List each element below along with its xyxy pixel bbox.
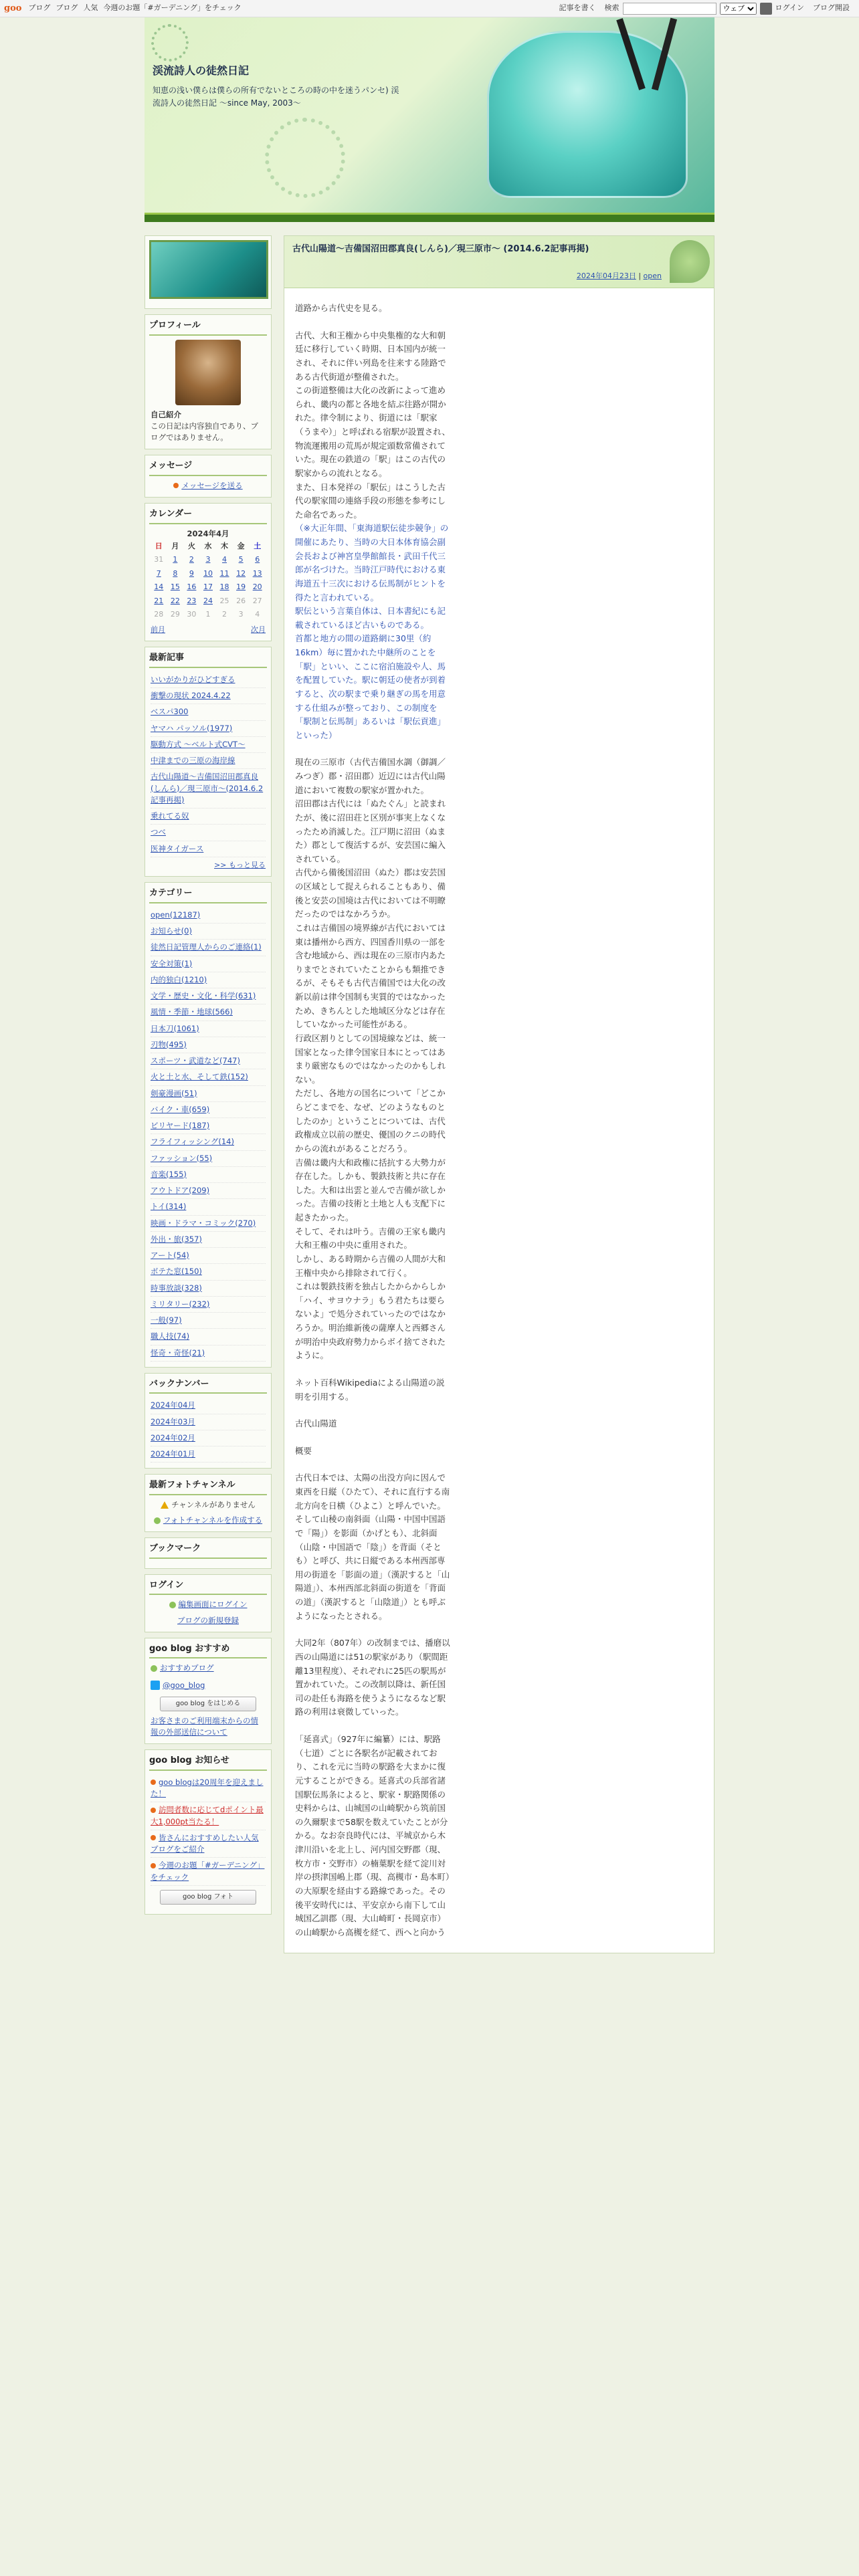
recent-more-link[interactable]: >> もっと見る bbox=[214, 860, 266, 869]
privacy-link[interactable]: お客さまのご利用端末からの情報の外部送信について bbox=[151, 1715, 258, 1737]
calendar-day[interactable]: 20 bbox=[252, 582, 262, 592]
entry-paragraph: 古代、大和王権から中央集権的な大和朝廷に移行していく時期、日本国内が統一され、それに伴い列島を往来する陸路である古代街道が整備された。 この街道整備は大化の改新によって進められ、畿内の都と各地を結ぶ往路が開かれた。律令制により、街道には「駅家（うまや）」と呼ばれる宿駅が設置され、物流運搬用の荒馬が規定頭数常備されていた。現在の鉄道の「駅」はこの古代の駅家からの流れとなる。 また、日本発祥の「駅伝」はこうした古代の駅家間の連絡手段の形態を参考にした命名であった。 bbox=[295, 330, 451, 520]
calendar-day: 30 bbox=[187, 610, 197, 619]
calendar-day[interactable]: 10 bbox=[203, 568, 213, 578]
entry-paragraph: 大同2年（807年）の改制までは、播磨以西の山陽道には51の駅家があり（駅間距離13里程度）、それぞれに25匹の駅馬が置かれていた。この改制以降は、新任国司の赴任も海路を使うようになるなど駅路の利用は衰微していった。 bbox=[295, 1638, 450, 1717]
entry-paragraph-note: （※大正年間、「東海道駅伝徒歩競争」の開催にあたり、当時の大日本体育協会副会長および神宮皇學館館長・武田千代三郎が名づけた。当時江戸時代における東海道五十三次における伝馬制がヒントを得たと言われている。 駅伝という言葉自体は、日本書紀にも記載されているほど古いものである。 首都と地方の間の道路網に30里（約16km）毎に置かれた中継所のことを「駅」といい、ここに宿泊施設や人、馬を配置していた。駅に朝廷の使者が到着すると、次の駅まで乗り継ぎの馬を用意する仕組みが整っており、この制度を「駅制と伝馬制」あるいは「駅伝貢進」といった） bbox=[295, 523, 449, 740]
calendar-box bbox=[145, 503, 272, 641]
calendar-day[interactable]: 14 bbox=[154, 582, 164, 592]
calendar-day[interactable]: 7 bbox=[156, 568, 161, 578]
header-band bbox=[145, 213, 714, 222]
entry-paragraph: 古代日本では、太陽の出没方向に因んで東西を日縦（ひたて）、それに直行する南北方向を日横（ひよこ）と呼んでいた。そして山稜の南斜面（山陽・中国中国語で「陽」）を影面（かげとも）、北斜面（山陰・中国語で「陰」）を背面（そとも）と呼び、共に日縦である本州西部専用の街道を「影面の道」（漢訳すると「山陽道」）、本州西部北斜面の街道を「背面の道」（漢訳すると「山陰道」）とも呼ぶようになったとされる。 bbox=[295, 1473, 450, 1621]
backnumber-heading: バックナンバー bbox=[149, 1378, 267, 1394]
login-heading: ログイン bbox=[149, 1579, 267, 1596]
sidebar-banner bbox=[145, 235, 272, 309]
calendar-day[interactable]: 18 bbox=[219, 582, 229, 592]
calendar-day[interactable]: 8 bbox=[173, 568, 178, 578]
start-blog-button[interactable]: goo blog をはじめる bbox=[160, 1697, 256, 1711]
write-link[interactable]: 記事を書く bbox=[559, 3, 596, 13]
list-item[interactable]: 皆さんにおすすめしたい人気ブログをご紹介 bbox=[151, 1830, 266, 1858]
twitter-icon bbox=[151, 1681, 160, 1690]
list-item[interactable]: 訪問者数に応じてdポイント最大1,000pt当たる！ bbox=[151, 1802, 266, 1830]
category-item[interactable]: トイ(314) bbox=[151, 1199, 266, 1215]
weekday: 月 bbox=[171, 541, 179, 550]
list-item[interactable]: goo blogは20周年を迎えました！ bbox=[151, 1775, 266, 1803]
entry-header bbox=[284, 236, 714, 288]
calendar-day[interactable]: 1 bbox=[173, 555, 178, 564]
calendar-day[interactable]: 6 bbox=[255, 555, 260, 564]
calendar-day[interactable]: 4 bbox=[222, 555, 227, 564]
category-item[interactable]: お知らせ(0) bbox=[151, 924, 266, 940]
calendar-prev[interactable]: 前月 bbox=[151, 625, 165, 634]
category-item[interactable]: open(12187) bbox=[151, 907, 266, 924]
list-item[interactable]: 今週のお題「#ガーデニング」をチェック bbox=[151, 1858, 266, 1886]
entry-subheading: 概要 bbox=[295, 1445, 312, 1456]
blog-title[interactable]: 渓流詩人の徒然日記 bbox=[153, 64, 250, 77]
calendar-day: 27 bbox=[252, 596, 262, 605]
news-heading: goo blog お知らせ bbox=[149, 1754, 267, 1771]
category-item[interactable]: 一般(97) bbox=[151, 1313, 266, 1329]
category-item[interactable]: 刃物(495) bbox=[151, 1037, 266, 1053]
list-item[interactable]: 古代山陽道～吉備国沼田郡真良(しんら)／現三原市～(2014.6.2記事再掲) bbox=[151, 769, 266, 809]
category-item[interactable]: 外出・旅(357) bbox=[151, 1232, 266, 1248]
calendar-day: 29 bbox=[170, 610, 180, 619]
calendar-day[interactable]: 9 bbox=[189, 568, 194, 578]
calendar-day[interactable]: 12 bbox=[236, 568, 246, 578]
category-item[interactable]: アウトドア(209) bbox=[151, 1183, 266, 1199]
calendar-day[interactable]: 22 bbox=[170, 596, 180, 605]
login-link[interactable]: ログイン bbox=[775, 3, 804, 13]
category-item[interactable]: ビリヤード(187) bbox=[151, 1118, 266, 1134]
topbar-link-popular[interactable]: 人気 bbox=[83, 3, 98, 13]
flower-ornament-icon bbox=[265, 118, 345, 198]
category-item[interactable]: 安全対策(1) bbox=[151, 956, 266, 972]
list-item[interactable]: 2024年04月 bbox=[151, 1398, 266, 1414]
news-box bbox=[145, 1749, 272, 1915]
category-item[interactable]: 映画・ドラマ・コミック(270) bbox=[151, 1216, 266, 1232]
message-link[interactable]: メッセージを送る bbox=[181, 480, 243, 490]
category-item[interactable]: 怪奇・奇怪(21) bbox=[151, 1346, 266, 1362]
entry-paragraph: 現在の三原市（古代吉備国水調（御調／みつぎ）郡・沼田郡）近辺には古代山陽道において複数の駅家が置かれた。 沼田郡は古代には「ぬたぐん」と読まれたが、後に沼田荘と区別が事実上なくなったため消滅した。江戸期に沼田（ぬまた）郡として復活するが、安芸国に編入されている。 古代から備後国沼田（ぬた）郡は安芸国の区域として捉えられることもあり、備後と安芸の国境は古代においては不明瞭だったのではなかろうか。 これは吉備国の境界線が古代においては東は播州から西方、四国香川県の一部を含む地域から、西は現在の三原市内あたりまでとされていたことからも類推できるが、そもそも古代吉備国では大化の改新以前は律令国制も実質的ではなかったため、きちんとした地域区分などは存在していなかった可能性がある。 行政区割りとしての国境線などは、統一国家となった律令国家日本にとってはあまり厳密なものではなかったのかもしれない。 ただし、各地方の国名について「どこからどこまでを、なぜ、どのようなものとしたのか」ということについては、古代政権成立以前の歴史、優国のクニの時代からの流れがあることだろう。 吉備は畿内大和政権に括抗する大勢力が存在した。しかも、製鉄技術と共に存在した。大和は出雲と並んで吉備が欲しかった。吉備の技術と土地と人も支配下に起きたかった。 そして、それは叶う。吉備の王家も畿内大和王権の中央に重用された。 しかし、ある時期から吉備の人間が大和王権中央から排除されて行く。 これは製鉄技術を独占したからからしか「ハイ、サヨウナラ」もう君たちは要らないよ」で処分されていったのではなかろうか。明治維新後の薩摩人と西郷さんが明治中央政府勢力からボイ捨てされたように。 bbox=[295, 757, 446, 1361]
calendar-day: 25 bbox=[219, 596, 229, 605]
recommend-icon bbox=[151, 1665, 157, 1672]
photo-none-text: チャンネルがありません bbox=[171, 1499, 256, 1509]
twitter-link[interactable]: @goo_blog bbox=[163, 1680, 205, 1690]
category-item[interactable]: フライフィッシング(14) bbox=[151, 1134, 266, 1150]
weekday: 金 bbox=[237, 541, 245, 550]
intro-label: 自己紹介 bbox=[151, 409, 181, 419]
calendar-day: 26 bbox=[236, 596, 246, 605]
message-icon bbox=[173, 483, 179, 488]
search-label: 検索 bbox=[604, 3, 619, 13]
warning-icon bbox=[161, 1501, 169, 1509]
bookmark-box bbox=[145, 1537, 272, 1569]
calendar-day: 4 bbox=[255, 610, 260, 619]
calendar-day[interactable]: 19 bbox=[236, 582, 246, 592]
search-scope-select[interactable] bbox=[720, 3, 757, 15]
recent-box bbox=[145, 647, 272, 877]
main-entry bbox=[284, 235, 714, 1953]
message-heading: メッセージ bbox=[149, 459, 267, 476]
search-button[interactable] bbox=[760, 3, 772, 15]
calendar-day: 1 bbox=[205, 610, 211, 619]
list-item[interactable]: 中津までの三原の海岸線 bbox=[151, 753, 266, 769]
weekday: 日 bbox=[155, 541, 163, 550]
calendar-heading: カレンダー bbox=[149, 508, 267, 524]
bullet-icon bbox=[151, 1808, 156, 1813]
recommend-box bbox=[145, 1638, 272, 1745]
avatar bbox=[175, 340, 241, 405]
list-item[interactable]: 2024年02月 bbox=[151, 1430, 266, 1446]
entry-paragraph: 道路から古代史を見る。 bbox=[295, 303, 387, 313]
sidebar bbox=[145, 235, 272, 1920]
category-item[interactable]: 内的独白(1210) bbox=[151, 972, 266, 988]
blog-description: 知恵の浅い僕らは僕らの所有でないところの時の中を迷うパンセ) 渓流詩人の徒然日記 ～since May, 2003～ bbox=[153, 86, 399, 108]
category-item[interactable]: 風情・季節・地球(566) bbox=[151, 1004, 266, 1021]
calendar-day[interactable]: 24 bbox=[203, 596, 213, 605]
calendar-day: 3 bbox=[238, 610, 244, 619]
blog-photo-button[interactable]: goo blog フォト bbox=[160, 1890, 256, 1905]
calendar-day[interactable]: 5 bbox=[238, 555, 244, 564]
list-item[interactable]: いいがかりがひどすぎる bbox=[151, 672, 266, 688]
top-bar bbox=[0, 0, 859, 17]
entry-body bbox=[284, 288, 452, 1939]
entry-subheading: 古代山陽道 bbox=[295, 1418, 337, 1429]
header-image-drink bbox=[487, 31, 688, 198]
pencil-icon bbox=[169, 1602, 176, 1608]
calendar-next[interactable]: 次月 bbox=[251, 625, 266, 634]
entry-paragraph: 「延喜式」（927年に編纂）には、駅路（七道）ごとに各駅名が記載されており、これを元に当時の駅路を大まかに復元することができる。延喜式の兵部省諸国駅伝馬条によると、駅家・駅路関係の史料からは、山城国の山崎駅から筑前国の久爾駅まで58駅を数えていたことが分かる。なお奈良時代には、平城京から木津川沿いを北上し、河内国交野郡（現、枚方市・交野市）の楠葉駅を経て淀川対岸の摂津国嶋上郡（現、高槻市・島本町）の大原駅を経由する路線であった。その後平安時代には、平安京から南下して山城国乙訓郡（現、大山崎町・長岡京市）の山崎駅から高槻を経て、西へと向かう bbox=[295, 1734, 450, 1937]
intro-text: この日記は内容独自であり、ブログではありません。 bbox=[151, 421, 258, 442]
edit-login-link[interactable]: 編集画面にログイン bbox=[178, 1600, 248, 1610]
list-item[interactable]: 衝撃の現状 2024.4.22 bbox=[151, 688, 266, 704]
goo-logo[interactable]: goo bbox=[4, 3, 22, 13]
category-list bbox=[151, 907, 266, 1362]
entry-date[interactable]: 2024年04月23日 bbox=[576, 272, 636, 280]
calendar-day: 31 bbox=[154, 555, 164, 564]
category-item[interactable]: 日本刀(1061) bbox=[151, 1021, 266, 1037]
list-item[interactable]: ヤマハ パッソル(1977) bbox=[151, 721, 266, 737]
profile-box bbox=[145, 314, 272, 449]
category-item[interactable]: 徒然日記管理人からのご連絡(1) bbox=[151, 940, 266, 956]
calendar-day[interactable]: 2 bbox=[189, 555, 194, 564]
topbar-link-blog[interactable]: ブログ bbox=[28, 3, 51, 13]
recommend-link[interactable]: おすすめブログ bbox=[160, 1663, 214, 1673]
topbar-link-theme[interactable]: 今週のお題「#ガーデニング」をチェック bbox=[103, 3, 242, 13]
calendar-day: 2 bbox=[222, 610, 227, 619]
weekday: 火 bbox=[187, 541, 195, 550]
list-item[interactable]: 医神タイガース bbox=[151, 841, 266, 857]
calendar-day[interactable]: 16 bbox=[187, 582, 197, 592]
category-item[interactable]: スポーツ・武道など(747) bbox=[151, 1053, 266, 1069]
recent-heading: 最新記事 bbox=[149, 651, 267, 668]
backnumber-box bbox=[145, 1373, 272, 1469]
leaf-ornament-icon bbox=[670, 240, 710, 283]
topbar-right bbox=[559, 3, 855, 15]
calendar-day[interactable]: 3 bbox=[205, 555, 211, 564]
calendar-table bbox=[151, 540, 266, 622]
category-heading: カテゴリー bbox=[149, 887, 267, 903]
login-box bbox=[145, 1574, 272, 1632]
banner-image[interactable] bbox=[149, 240, 268, 299]
list-item[interactable]: つべ bbox=[151, 825, 266, 841]
calendar-day[interactable]: 23 bbox=[187, 596, 197, 605]
calendar-day[interactable]: 11 bbox=[219, 568, 229, 578]
bullet-icon bbox=[151, 1863, 156, 1868]
entry-title[interactable]: 古代山陽道～吉備国沼田郡真良(しんら)／現三原市～ (2014.6.2記事再掲) bbox=[292, 244, 589, 254]
calendar-day[interactable]: 17 bbox=[203, 582, 213, 592]
category-box bbox=[145, 882, 272, 1368]
list-item[interactable]: 2024年03月 bbox=[151, 1414, 266, 1430]
category-item[interactable]: 職人技(74) bbox=[151, 1329, 266, 1345]
new-blog-link[interactable]: ブログの新規登録 bbox=[177, 1615, 239, 1625]
category-item[interactable]: バイク・車(659) bbox=[151, 1102, 266, 1118]
bookmark-heading: ブックマーク bbox=[149, 1542, 267, 1559]
category-item[interactable]: 剣豪漫画(51) bbox=[151, 1086, 266, 1102]
entry-meta: 2024年04月23日 | open bbox=[576, 272, 662, 280]
weekday: 水 bbox=[204, 541, 212, 550]
list-item[interactable]: ベスパ300 bbox=[151, 704, 266, 720]
search-input[interactable] bbox=[623, 3, 717, 15]
category-item[interactable]: ボテた窓(150) bbox=[151, 1264, 266, 1280]
photo-channel-box bbox=[145, 1474, 272, 1532]
calendar-day[interactable]: 21 bbox=[154, 596, 164, 605]
calendar-day: 28 bbox=[154, 610, 164, 619]
weekday: 土 bbox=[254, 541, 262, 550]
category-item[interactable]: ミリタリー(232) bbox=[151, 1297, 266, 1313]
camera-icon bbox=[154, 1517, 161, 1524]
entry-category[interactable]: open bbox=[643, 272, 662, 280]
calendar-month: 2024年4月 bbox=[187, 528, 229, 538]
list-item[interactable]: 乗れてる奴 bbox=[151, 809, 266, 825]
calendar-day[interactable]: 13 bbox=[252, 568, 262, 578]
recent-list bbox=[151, 672, 266, 857]
calendar-day[interactable]: 15 bbox=[170, 582, 180, 592]
bullet-icon bbox=[151, 1780, 156, 1785]
category-item[interactable]: 時事放談(328) bbox=[151, 1281, 266, 1297]
topbar-link-blog-2[interactable]: ブログ bbox=[56, 3, 78, 13]
recommend-heading: goo blog おすすめ bbox=[149, 1642, 267, 1659]
flower-ornament-icon bbox=[151, 24, 189, 62]
page-wrapper bbox=[145, 17, 714, 1937]
category-item[interactable]: 文学・歴史・文化・科学(631) bbox=[151, 988, 266, 1004]
category-item[interactable]: アート(54) bbox=[151, 1248, 266, 1264]
photo-heading: 最新フォトチャンネル bbox=[149, 1479, 267, 1495]
photo-create-link[interactable]: フォトチャンネルを作成する bbox=[163, 1515, 263, 1525]
category-item[interactable]: 火と土と水、そして鉄(152) bbox=[151, 1069, 266, 1085]
entry-paragraph: ネット百科Wikipediaによる山陽道の説明を引用する。 bbox=[295, 1377, 445, 1402]
category-item[interactable]: 音楽(155) bbox=[151, 1167, 266, 1183]
weekday: 木 bbox=[221, 541, 229, 550]
profile-heading: プロフィール bbox=[149, 319, 267, 336]
message-box bbox=[145, 455, 272, 498]
list-item[interactable]: 2024年01月 bbox=[151, 1446, 266, 1463]
blog-header bbox=[145, 17, 714, 213]
category-item[interactable]: ファッション(55) bbox=[151, 1151, 266, 1167]
bullet-icon bbox=[151, 1835, 156, 1840]
list-item[interactable]: 駆動方式 ～ベルト式CVT～ bbox=[151, 737, 266, 753]
open-blog-link[interactable]: ブログ開設 bbox=[813, 3, 850, 13]
